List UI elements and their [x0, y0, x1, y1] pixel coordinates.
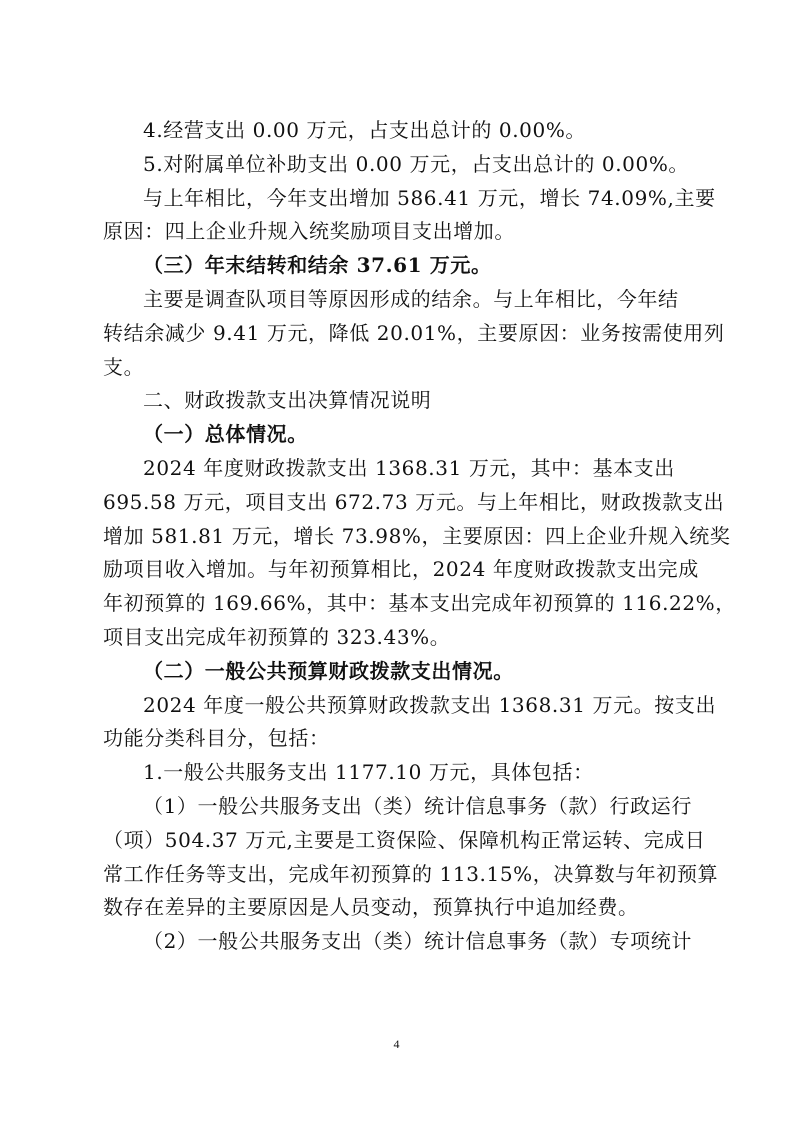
- paragraph-line: 增加 581.81 万元，增长 73.98%，主要原因：四上企业升规入统奖: [103, 523, 731, 548]
- paragraph-line: 常工作任务等支出，完成年初预算的 113.15%，决算数与年初预算: [103, 861, 719, 886]
- paragraph-line: 支。: [103, 354, 145, 379]
- paragraph-line: 与上年相比，今年支出增加 586.41 万元，增长 74.09%,主要: [143, 185, 716, 210]
- paragraph-line: （2）一般公共服务支出（类）统计信息事务（款）专项统计: [143, 929, 692, 954]
- section-heading: （一）总体情况。: [143, 422, 308, 447]
- paragraph-line: （1）一般公共服务支出（类）统计信息事务（款）行政运行: [143, 793, 692, 818]
- paragraph-line: 转结余减少 9.41 万元，降低 20.01%，主要原因：业务按需使用列: [103, 320, 725, 345]
- paragraph-line: 2024 年度一般公共预算财政拨款支出 1368.31 万元。按支出: [143, 692, 717, 717]
- paragraph-line: 功能分类科目分，包括：: [103, 726, 330, 751]
- document-body: [103, 114, 736, 959]
- paragraph-line: 695.58 万元，项目支出 672.73 万元。与上年相比，财政拨款支出: [103, 489, 725, 514]
- section-heading: （三）年末结转和结余 37.61 万元。: [143, 253, 492, 278]
- paragraph-line: 2024 年度财政拨款支出 1368.31 万元，其中：基本支出: [143, 455, 675, 480]
- paragraph-line: 4.经营支出 0.00 万元，占支出总计的 0.00%。: [143, 118, 587, 142]
- section-heading: （二）一般公共预算财政拨款支出情况。: [143, 658, 514, 683]
- paragraph-line: 原因：四上企业升规入统奖励项目支出增加。: [103, 219, 515, 244]
- page-number: 4: [393, 1037, 400, 1051]
- paragraph-line: （项）504.37 万元,主要是工资保险、保障机构正常运转、完成日: [103, 827, 706, 852]
- paragraph-line: 1.一般公共服务支出 1177.10 万元，具体包括：: [143, 760, 594, 785]
- paragraph-line: 5.对附属单位补助支出 0.00 万元，占支出总计的 0.00%。: [143, 151, 690, 176]
- paragraph-line: 励项目收入增加。与年初预算相比，2024 年度财政拨款支出完成: [103, 557, 699, 582]
- paragraph-line: 主要是调查队项目等原因形成的结余。与上年相比，今年结: [143, 286, 679, 311]
- paragraph-line: 年初预算的 169.66%，其中：基本支出完成年初预算的 116.22%，: [103, 591, 736, 616]
- paragraph-line: 数存在差异的主要原因是人员变动，预算执行中追加经费。: [103, 895, 639, 920]
- chapter-heading: 二、财政拨款支出决算情况说明: [143, 388, 432, 413]
- paragraph-line: 项目支出完成年初预算的 323.43%。: [103, 624, 451, 649]
